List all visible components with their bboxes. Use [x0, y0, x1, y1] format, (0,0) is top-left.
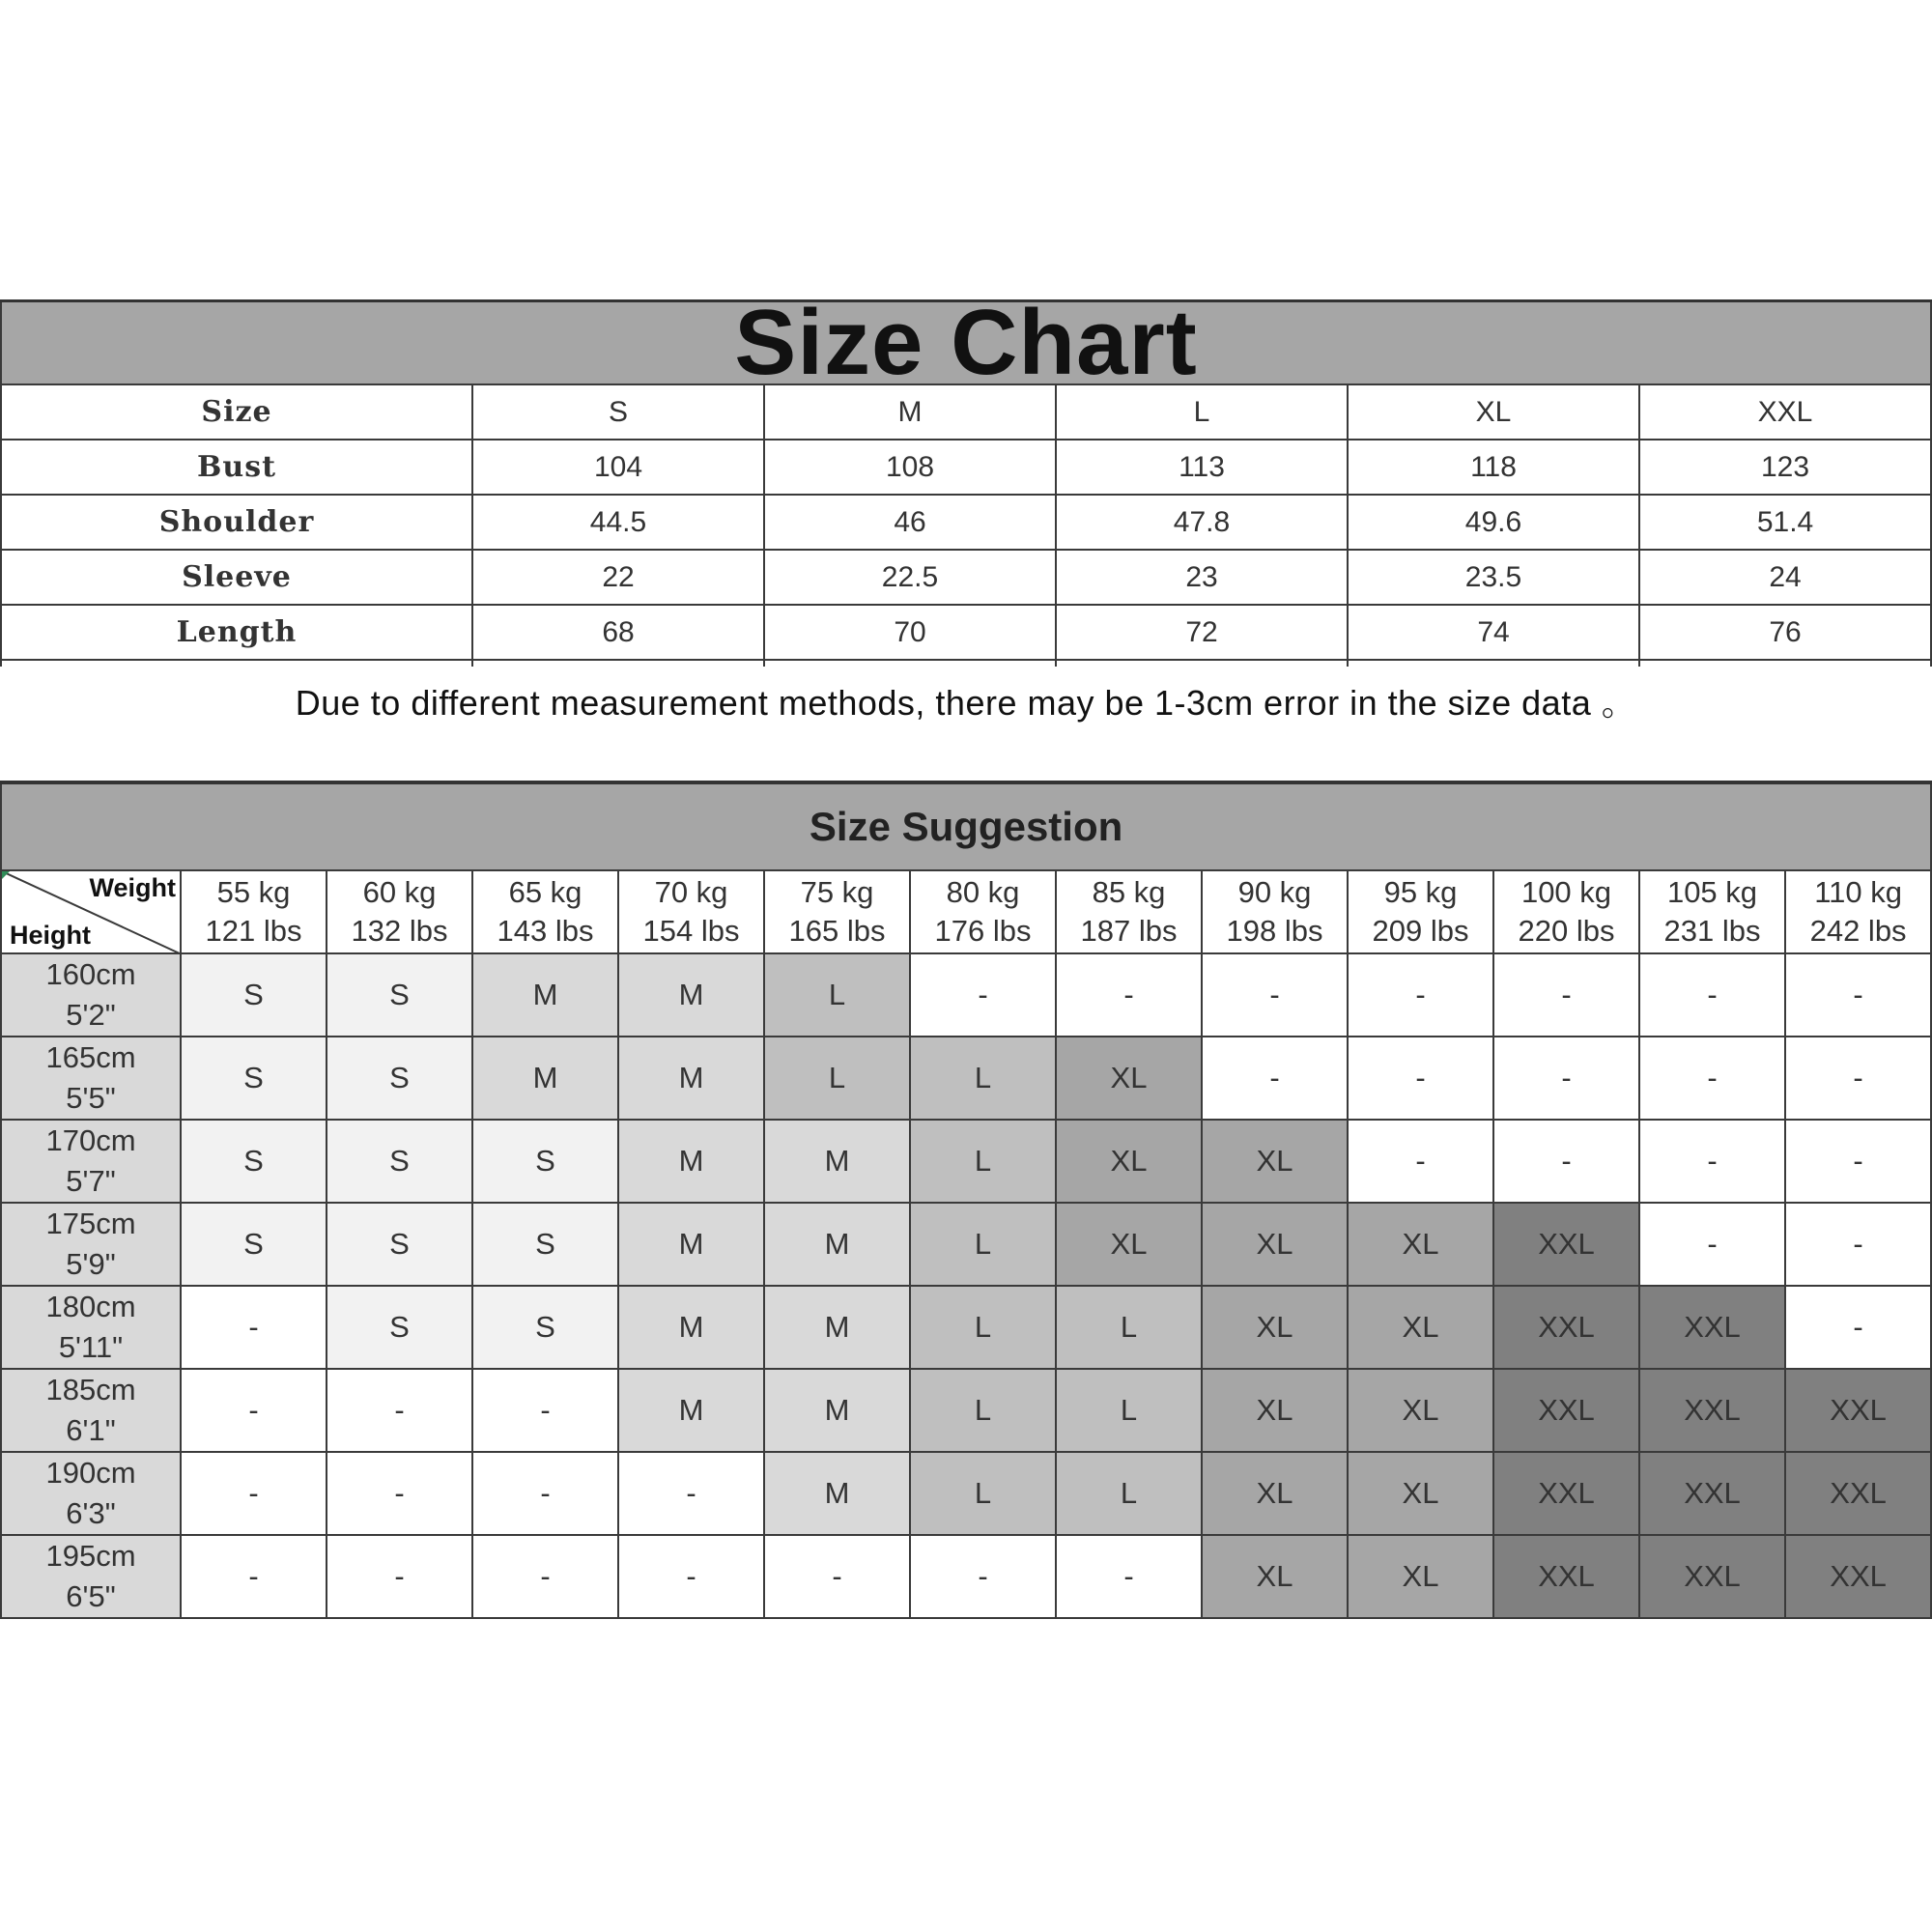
- size-cell: S: [181, 1120, 327, 1203]
- size-cell: -: [1493, 1037, 1639, 1120]
- edge-cell: [764, 660, 1056, 667]
- row-label: Bust: [1, 440, 472, 495]
- height-header: [1, 1286, 181, 1369]
- weight-header-row: [1, 870, 1931, 953]
- size-cell: -: [1785, 1120, 1931, 1203]
- size-cell: L: [910, 1037, 1056, 1120]
- weight-kg: 110 kg: [1814, 875, 1902, 909]
- weight-lbs: 198 lbs: [1226, 914, 1323, 948]
- size-header-cell: S: [472, 384, 764, 440]
- size-cell: M: [618, 1120, 764, 1203]
- size-cell: XXL: [1639, 1535, 1785, 1618]
- size-cell: -: [1639, 1037, 1785, 1120]
- measurement-row: [1, 495, 1931, 550]
- measurement-cell: 68: [472, 605, 764, 660]
- size-cell: S: [327, 1120, 472, 1203]
- weight-header: [1202, 870, 1348, 953]
- size-cell: -: [618, 1452, 764, 1535]
- size-cell: XL: [1202, 1120, 1348, 1203]
- size-cell: -: [1785, 1203, 1931, 1286]
- size-cell: -: [1348, 1120, 1493, 1203]
- weight-header: [181, 870, 327, 953]
- size-cell: M: [618, 1286, 764, 1369]
- weight-header: [1639, 870, 1785, 953]
- size-header-cell: XL: [1348, 384, 1639, 440]
- size-cell: -: [1056, 953, 1202, 1037]
- measurement-cell: 22.5: [764, 550, 1056, 605]
- height-header: [1, 953, 181, 1037]
- height-row: [1, 1120, 1931, 1203]
- measurement-cell: 118: [1348, 440, 1639, 495]
- size-cell: M: [764, 1120, 910, 1203]
- size-cell: XL: [1348, 1369, 1493, 1452]
- size-cell: -: [1639, 1203, 1785, 1286]
- weight-header: [1056, 870, 1202, 953]
- height-cm: 160cm: [45, 957, 136, 991]
- size-cell: -: [618, 1535, 764, 1618]
- measurement-cell: 24: [1639, 550, 1931, 605]
- weight-lbs: 165 lbs: [788, 914, 886, 948]
- size-cell: -: [764, 1535, 910, 1618]
- size-cell: M: [764, 1369, 910, 1452]
- height-ft: 6'3": [66, 1496, 116, 1530]
- height-row: [1, 1286, 1931, 1369]
- weight-kg: 105 kg: [1666, 875, 1758, 909]
- size-cell: L: [910, 1369, 1056, 1452]
- measurement-cell: 23: [1056, 550, 1348, 605]
- weight-lbs: 143 lbs: [497, 914, 594, 948]
- weight-header: [910, 870, 1056, 953]
- size-cell: XL: [1202, 1369, 1348, 1452]
- size-cell: S: [327, 1203, 472, 1286]
- size-header-row: [1, 384, 1931, 440]
- size-cell: -: [472, 1452, 618, 1535]
- weight-lbs: 231 lbs: [1663, 914, 1761, 948]
- height-row: [1, 1037, 1931, 1120]
- size-cell: XL: [1056, 1120, 1202, 1203]
- size-cell: L: [910, 1452, 1056, 1535]
- size-cell: -: [1493, 1120, 1639, 1203]
- weight-header: [327, 870, 472, 953]
- size-cell: L: [910, 1286, 1056, 1369]
- size-cell: L: [1056, 1452, 1202, 1535]
- size-cell: M: [472, 1037, 618, 1120]
- size-cell: M: [618, 953, 764, 1037]
- size-cell: -: [181, 1452, 327, 1535]
- size-chart-table: [0, 299, 1932, 667]
- height-cm: 180cm: [45, 1290, 136, 1323]
- size-cell: XL: [1348, 1203, 1493, 1286]
- row-label: Shoulder: [1, 495, 472, 550]
- size-cell: XL: [1202, 1535, 1348, 1618]
- height-cm: 190cm: [45, 1456, 136, 1490]
- size-cell: -: [327, 1535, 472, 1618]
- size-header-cell: XXL: [1639, 384, 1931, 440]
- size-cell: XXL: [1493, 1369, 1639, 1452]
- size-cell: XXL: [1493, 1535, 1639, 1618]
- height-row: [1, 1369, 1931, 1452]
- measurement-cell: 44.5: [472, 495, 764, 550]
- size-suggestion-table: [0, 781, 1932, 1619]
- size-cell: -: [1056, 1535, 1202, 1618]
- size-cell: L: [910, 1120, 1056, 1203]
- size-cell: L: [1056, 1286, 1202, 1369]
- size-cell: M: [472, 953, 618, 1037]
- measurement-cell: 22: [472, 550, 764, 605]
- height-cm: 185cm: [45, 1373, 136, 1406]
- size-cell: -: [910, 1535, 1056, 1618]
- height-row: [1, 1203, 1931, 1286]
- height-ft: 6'5": [66, 1579, 116, 1613]
- size-cell: XXL: [1639, 1452, 1785, 1535]
- size-header-cell: M: [764, 384, 1056, 440]
- size-cell: -: [472, 1535, 618, 1618]
- weight-lbs: 132 lbs: [351, 914, 448, 948]
- size-cell: XL: [1056, 1037, 1202, 1120]
- measurement-row: [1, 550, 1931, 605]
- weight-axis-label: Weight: [89, 873, 176, 902]
- size-header-cell: L: [1056, 384, 1348, 440]
- size-cell: L: [1056, 1369, 1202, 1452]
- size-cell: -: [1348, 1037, 1493, 1120]
- size-cell: M: [764, 1203, 910, 1286]
- size-cell: -: [181, 1535, 327, 1618]
- measurement-cell: 47.8: [1056, 495, 1348, 550]
- row-label: Size: [1, 384, 472, 440]
- measurement-cell: 74: [1348, 605, 1639, 660]
- size-cell: XL: [1202, 1452, 1348, 1535]
- height-header: [1, 1452, 181, 1535]
- measurement-row: [1, 440, 1931, 495]
- size-cell: XL: [1348, 1535, 1493, 1618]
- corner-header: [1, 870, 181, 953]
- edge-cell: [1, 660, 472, 667]
- size-cell: XL: [1056, 1203, 1202, 1286]
- size-cell: L: [764, 1037, 910, 1120]
- measurement-cell: 76: [1639, 605, 1931, 660]
- size-cell: -: [472, 1369, 618, 1452]
- measurement-note: Due to different measurement methods, there may be 1-3cm error in the size data 。: [295, 683, 1637, 723]
- size-cell: M: [618, 1037, 764, 1120]
- measurement-cell: 49.6: [1348, 495, 1639, 550]
- weight-kg: 85 kg: [1092, 875, 1166, 909]
- size-cell: -: [1785, 1037, 1931, 1120]
- height-axis-label: Height: [10, 921, 91, 950]
- weight-kg: 100 kg: [1520, 875, 1612, 909]
- measurement-cell: 104: [472, 440, 764, 495]
- measurement-cell: 46: [764, 495, 1056, 550]
- size-cell: S: [327, 1286, 472, 1369]
- height-ft: 5'2": [66, 998, 116, 1032]
- size-cell: M: [764, 1286, 910, 1369]
- measurement-cell: 51.4: [1639, 495, 1931, 550]
- size-cell: S: [181, 1037, 327, 1120]
- height-ft: 6'1": [66, 1413, 116, 1447]
- edge-cell: [1639, 660, 1931, 667]
- size-cell: -: [181, 1369, 327, 1452]
- size-cell: S: [472, 1120, 618, 1203]
- measurement-cell: 23.5: [1348, 550, 1639, 605]
- size-cell: XL: [1202, 1203, 1348, 1286]
- size-cell: -: [327, 1369, 472, 1452]
- row-label: Sleeve: [1, 550, 472, 605]
- weight-kg: 60 kg: [362, 875, 437, 909]
- measurement-cell: 72: [1056, 605, 1348, 660]
- size-cell: -: [1493, 953, 1639, 1037]
- size-cell: -: [1785, 1286, 1931, 1369]
- height-header: [1, 1037, 181, 1120]
- size-cell: S: [472, 1286, 618, 1369]
- height-ft: 5'11": [58, 1330, 124, 1364]
- weight-lbs: 220 lbs: [1518, 914, 1615, 948]
- weight-header: [618, 870, 764, 953]
- size-cell: -: [1202, 953, 1348, 1037]
- size-cell: M: [764, 1452, 910, 1535]
- size-cell: XL: [1202, 1286, 1348, 1369]
- edge-cell: [472, 660, 764, 667]
- size-cell: XXL: [1493, 1452, 1639, 1535]
- measurement-cell: 123: [1639, 440, 1931, 495]
- size-chart-title: Size Chart: [1, 301, 1931, 385]
- height-ft: 5'7": [66, 1164, 116, 1198]
- height-cm: 175cm: [45, 1207, 136, 1240]
- size-cell: XXL: [1785, 1535, 1931, 1618]
- weight-lbs: 242 lbs: [1809, 914, 1907, 948]
- edge-cell: [1056, 660, 1348, 667]
- size-suggestion-title: Size Suggestion: [1, 782, 1931, 870]
- weight-kg: 65 kg: [508, 875, 582, 909]
- height-row: [1, 1535, 1931, 1618]
- size-cell: -: [1202, 1037, 1348, 1120]
- weight-kg: 95 kg: [1383, 875, 1458, 909]
- weight-lbs: 209 lbs: [1372, 914, 1469, 948]
- weight-header: [1348, 870, 1493, 953]
- table-edge-row: [1, 660, 1931, 667]
- height-header: [1, 1120, 181, 1203]
- size-cell: XXL: [1639, 1286, 1785, 1369]
- size-cell: S: [181, 953, 327, 1037]
- size-cell: XXL: [1785, 1369, 1931, 1452]
- height-row: [1, 953, 1931, 1037]
- measurement-row: [1, 605, 1931, 660]
- size-cell: L: [764, 953, 910, 1037]
- height-cm: 170cm: [45, 1123, 136, 1157]
- size-cell: -: [327, 1452, 472, 1535]
- weight-lbs: 176 lbs: [934, 914, 1032, 948]
- size-cell: M: [618, 1369, 764, 1452]
- measurement-cell: 113: [1056, 440, 1348, 495]
- size-cell: XL: [1348, 1286, 1493, 1369]
- size-cell: -: [1785, 953, 1931, 1037]
- measurement-cell: 70: [764, 605, 1056, 660]
- height-ft: 5'9": [66, 1247, 116, 1281]
- weight-header: [472, 870, 618, 953]
- size-cell: M: [618, 1203, 764, 1286]
- size-cell: L: [910, 1203, 1056, 1286]
- weight-kg: 90 kg: [1237, 875, 1312, 909]
- size-cell: -: [1639, 1120, 1785, 1203]
- height-header: [1, 1535, 181, 1618]
- size-cell: S: [327, 1037, 472, 1120]
- height-cm: 195cm: [45, 1539, 136, 1573]
- height-row: [1, 1452, 1931, 1535]
- size-cell: -: [181, 1286, 327, 1369]
- weight-kg: 70 kg: [654, 875, 728, 909]
- weight-lbs: 154 lbs: [642, 914, 740, 948]
- weight-header: [1785, 870, 1931, 953]
- height-ft: 5'5": [66, 1081, 116, 1115]
- weight-lbs: 187 lbs: [1080, 914, 1178, 948]
- size-cell: S: [327, 953, 472, 1037]
- weight-kg: 75 kg: [800, 875, 874, 909]
- weight-header: [764, 870, 910, 953]
- size-cell: -: [1639, 953, 1785, 1037]
- weight-header: [1493, 870, 1639, 953]
- size-cell: S: [472, 1203, 618, 1286]
- weight-lbs: 121 lbs: [205, 914, 302, 948]
- weight-kg: 80 kg: [946, 875, 1020, 909]
- height-cm: 165cm: [45, 1040, 136, 1074]
- height-header: [1, 1369, 181, 1452]
- row-label: Length: [1, 605, 472, 660]
- size-cell: -: [1348, 953, 1493, 1037]
- size-cell: XXL: [1493, 1286, 1639, 1369]
- height-header: [1, 1203, 181, 1286]
- size-cell: XL: [1348, 1452, 1493, 1535]
- size-cell: XXL: [1639, 1369, 1785, 1452]
- size-cell: XXL: [1785, 1452, 1931, 1535]
- size-cell: S: [181, 1203, 327, 1286]
- weight-kg: 55 kg: [216, 875, 291, 909]
- size-cell: XXL: [1493, 1203, 1639, 1286]
- edge-cell: [1348, 660, 1639, 667]
- suggestion-grid: [1, 953, 1931, 1618]
- size-cell: -: [910, 953, 1056, 1037]
- measurement-cell: 108: [764, 440, 1056, 495]
